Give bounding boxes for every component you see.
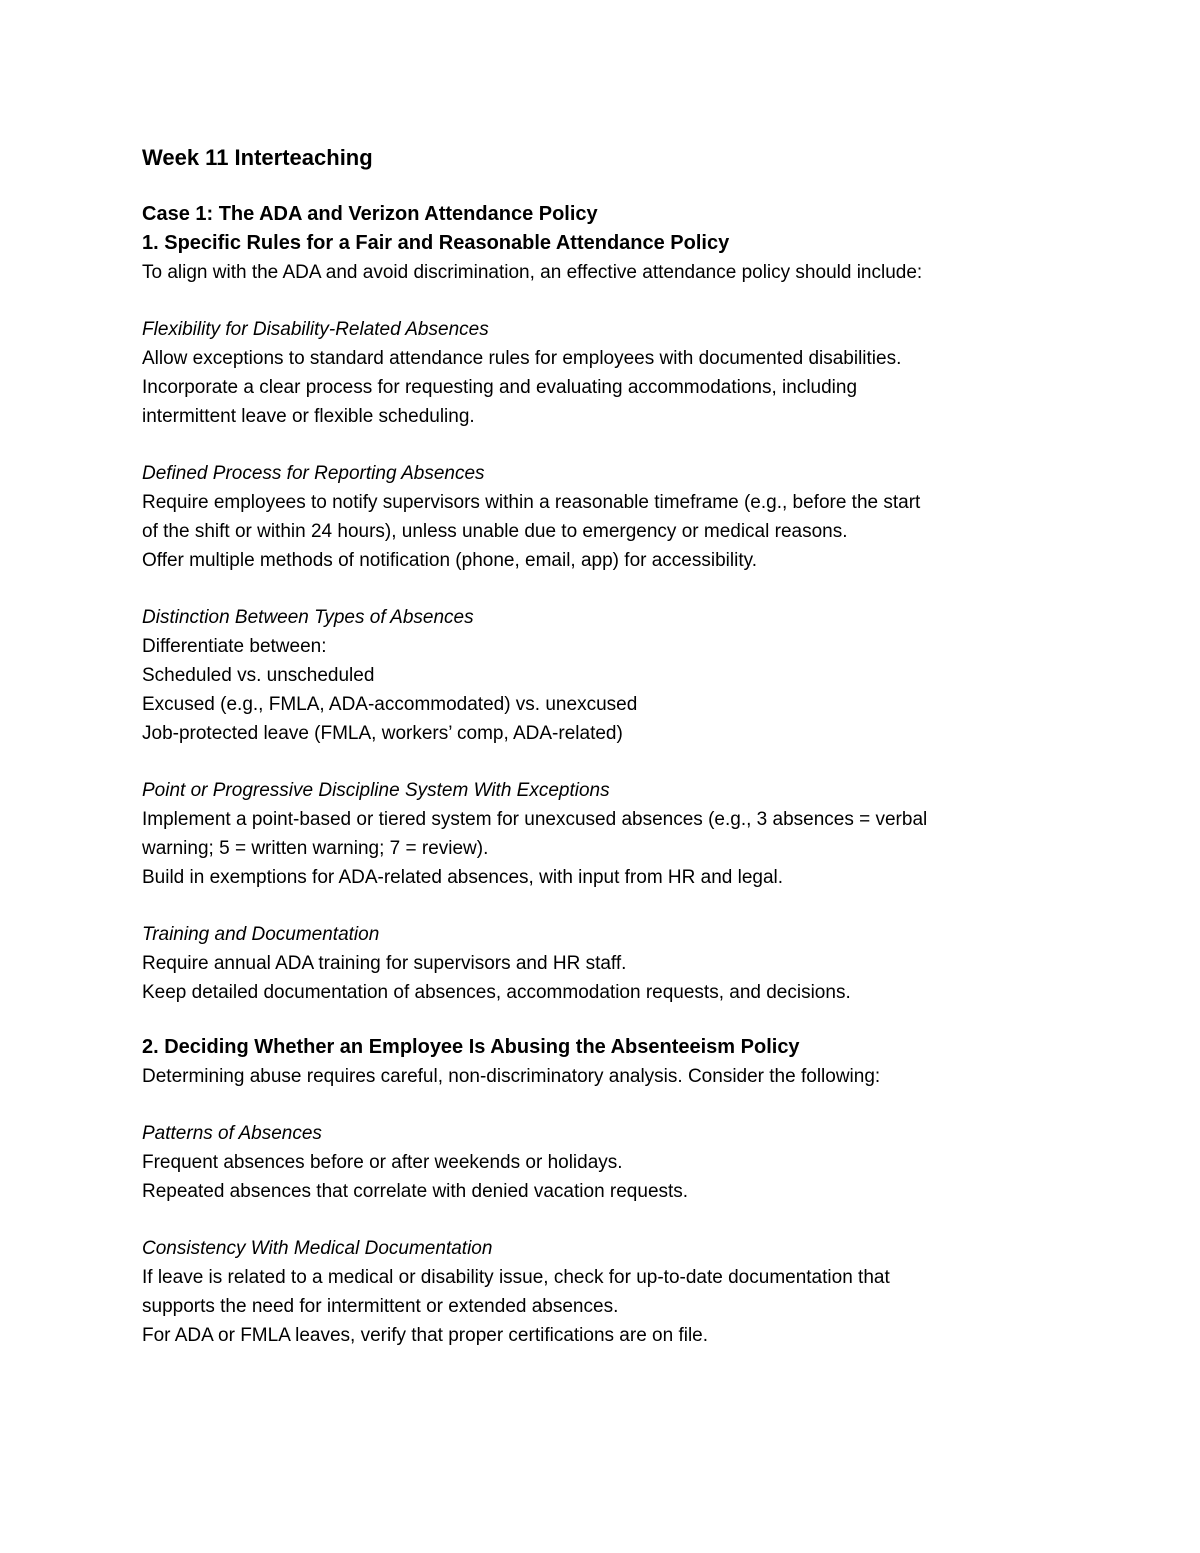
subsection-title-medical: Consistency With Medical Documentation xyxy=(142,1238,493,1259)
spacer xyxy=(142,1091,1062,1119)
section-2-intro: Determining abuse requires careful, non-discriminatory analysis. Consider the following: xyxy=(142,1066,881,1087)
body-line: warning; 5 = written warning; 7 = review). xyxy=(142,838,489,859)
body-line: Job-protected leave (FMLA, workers’ comp, ADA-related) xyxy=(142,723,623,744)
body-line: If leave is related to a medical or disability issue, check for up-to-date documentation that xyxy=(142,1267,890,1288)
body-line: Implement a point-based or tiered system for unexcused absences (e.g., 3 absences = verbal xyxy=(142,809,928,830)
spacer xyxy=(142,575,1062,603)
subsection-title-distinction: Distinction Between Types of Absences xyxy=(142,607,474,628)
body-line: intermittent leave or flexible scheduling. xyxy=(142,406,475,427)
body-line: Offer multiple methods of notification (phone, email, app) for accessibility. xyxy=(142,550,757,571)
body-line: For ADA or FMLA leaves, verify that proper certifications are on file. xyxy=(142,1325,709,1346)
spacer xyxy=(142,1206,1062,1234)
section-1-intro: To align with the ADA and avoid discrimination, an effective attendance policy should include: xyxy=(142,262,923,283)
body-line: Scheduled vs. unscheduled xyxy=(142,665,375,686)
subsection-title-reporting: Defined Process for Reporting Absences xyxy=(142,463,485,484)
body-line: Frequent absences before or after weekends or holidays. xyxy=(142,1152,623,1173)
body-line: Require annual ADA training for supervisors and HR staff. xyxy=(142,953,627,974)
body-line: Build in exemptions for ADA-related absences, with input from HR and legal. xyxy=(142,867,784,888)
body-line: supports the need for intermittent or extended absences. xyxy=(142,1296,619,1317)
body-line: Keep detailed documentation of absences, accommodation requests, and decisions. xyxy=(142,982,851,1003)
subsection-title-patterns: Patterns of Absences xyxy=(142,1123,322,1144)
body-line: Require employees to notify supervisors within a reasonable timeframe (e.g., before the start xyxy=(142,492,921,513)
spacer xyxy=(142,748,1062,776)
document-page xyxy=(142,142,1062,1350)
subsection-title-training: Training and Documentation xyxy=(142,924,380,945)
spacer xyxy=(142,287,1062,315)
body-line: Incorporate a clear process for requesting and evaluating accommodations, including xyxy=(142,377,858,398)
spacer xyxy=(142,892,1062,920)
body-line: Excused (e.g., FMLA, ADA-accommodated) vs. unexcused xyxy=(142,694,638,715)
spacer xyxy=(142,1007,1062,1033)
body-line: Repeated absences that correlate with denied vacation requests. xyxy=(142,1181,689,1202)
section-1-heading: 1. Specific Rules for a Fair and Reasonable Attendance Policy xyxy=(142,232,730,254)
document-title: Week 11 Interteaching xyxy=(142,145,373,170)
subsection-title-discipline: Point or Progressive Discipline System With Exceptions xyxy=(142,780,610,801)
case-heading: Case 1: The ADA and Verizon Attendance Policy xyxy=(142,203,598,225)
body-line: Differentiate between: xyxy=(142,636,327,657)
section-2-heading: 2. Deciding Whether an Employee Is Abusing the Absenteeism Policy xyxy=(142,1036,800,1058)
spacer xyxy=(142,431,1062,459)
body-line: Allow exceptions to standard attendance rules for employees with documented disabilities. xyxy=(142,348,902,369)
body-line: of the shift or within 24 hours), unless unable due to emergency or medical reasons. xyxy=(142,521,848,542)
subsection-title-flexibility: Flexibility for Disability-Related Absences xyxy=(142,319,489,340)
